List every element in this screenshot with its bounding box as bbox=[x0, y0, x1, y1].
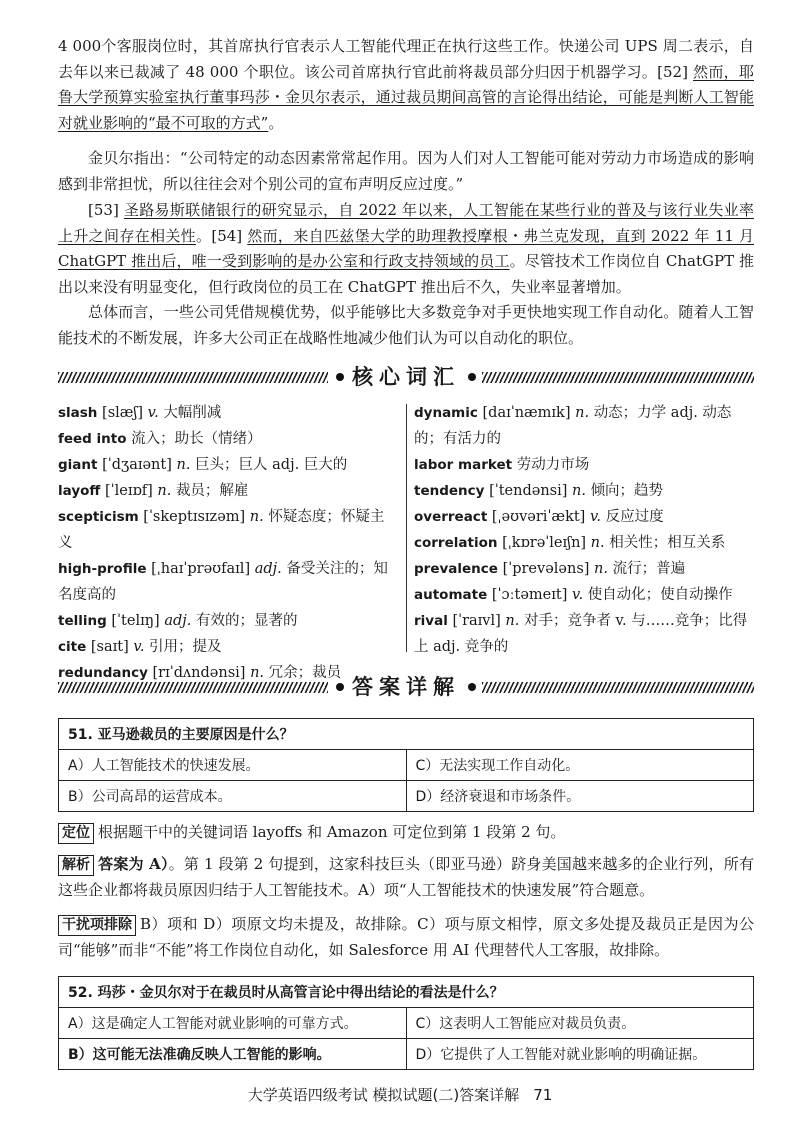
passage-paragraph-1 bbox=[58, 34, 754, 136]
divider-dot-right bbox=[468, 683, 476, 691]
p3-mid: 。 bbox=[196, 226, 212, 245]
p3-rest: 。尽管技术工作岗位自 ChatGPT 推出以来没有明显变化，但行政岗位的员工在 ChatGPT 推出后不久，失业率显著增加。 bbox=[58, 252, 754, 296]
vocab-pos: adj. bbox=[164, 613, 192, 629]
vocab-word: labor market bbox=[414, 457, 513, 473]
vocab-pos: n. bbox=[157, 483, 172, 499]
vocab-entry bbox=[414, 452, 754, 478]
analysis-answer: 答案为 A） bbox=[98, 855, 169, 873]
vocab-entry bbox=[58, 504, 398, 556]
vocab-list bbox=[58, 400, 754, 681]
vocab-pos: n. bbox=[249, 509, 264, 525]
vocab-entry bbox=[58, 556, 398, 608]
q51-option-c: C）无法实现工作自动化。 bbox=[406, 750, 754, 781]
passage-paragraph-3 bbox=[58, 198, 754, 300]
vocab-pos: v. bbox=[571, 587, 584, 603]
vocab-word: rival bbox=[414, 613, 448, 629]
vocab-meaning: 劳动力市场 bbox=[516, 457, 590, 473]
vocab-ipa: [daɪˈnæmɪk] bbox=[482, 405, 571, 421]
vocab-entry bbox=[58, 426, 398, 452]
vocab-entry bbox=[414, 582, 754, 608]
vocab-meaning: 流行；普遍 bbox=[612, 561, 686, 577]
answer-divider bbox=[58, 674, 754, 700]
vocab-word: tendency bbox=[414, 483, 485, 499]
answer-title: 答案详解 bbox=[352, 675, 460, 699]
divider-hatch-right bbox=[482, 682, 754, 693]
vocab-meaning: 倾向；趋势 bbox=[590, 483, 664, 499]
p3-underlined-1: 圣路易斯联储银行的研究显示，自 2022 年以来，人工智能在某些行业的普及与该行业失业率上升之间存在相关性 bbox=[58, 201, 754, 245]
p3-marker-1: [53] bbox=[88, 201, 119, 219]
vocab-ipa: [rɪˈdʌndənsi] bbox=[152, 665, 246, 681]
divider-dot-right bbox=[468, 373, 476, 381]
page-number: 71 bbox=[533, 1086, 553, 1104]
vocab-word: scepticism bbox=[58, 509, 139, 525]
vocab-pos: n. bbox=[590, 535, 605, 551]
vocab-entry bbox=[414, 608, 754, 660]
locate-tag: 定位 bbox=[58, 823, 94, 844]
q52-option-d: D）它提供了人工智能对就业影响的明确证据。 bbox=[406, 1039, 754, 1070]
footer-title: 大学英语四级考试 模拟试题(二)答案详解 bbox=[247, 1086, 520, 1104]
vocab-word: automate bbox=[414, 587, 488, 603]
vocab-entry bbox=[58, 608, 398, 634]
vocab-pos: n. bbox=[250, 665, 265, 681]
vocab-ipa: [ˈtelɪŋ] bbox=[111, 613, 160, 629]
vocab-meaning: 冗余；裁员 bbox=[268, 665, 342, 681]
vocab-ipa: [ˌəʊvəriˈækt] bbox=[491, 509, 586, 525]
q52-option-a: A）这是确定人工智能对就业影响的可靠方式。 bbox=[59, 1008, 407, 1039]
vocab-divider bbox=[58, 364, 754, 390]
divider-hatch-right bbox=[482, 372, 754, 383]
vocab-word: high-profile bbox=[58, 561, 147, 577]
vocab-ipa: [ˈskeptɪsɪzəm] bbox=[143, 509, 246, 525]
vocab-meaning: 大幅削减 bbox=[163, 405, 222, 421]
vocab-entry bbox=[58, 478, 398, 504]
vocab-word: correlation bbox=[414, 535, 498, 551]
passage-paragraph-4: 总体而言，一些公司凭借规模优势，似乎能够比大多数竞争对手更快地实现工作自动化。随着人工智能技术的不断发展，许多大公司正在战略性地减少他们认为可以自动化的职位。 bbox=[58, 303, 754, 347]
vocab-meaning: 备受关注的；知名度高的 bbox=[58, 561, 388, 603]
vocab-pos: v. bbox=[589, 509, 602, 525]
vocab-pos: n. bbox=[594, 561, 608, 577]
analysis-text: 。第 1 段第 2 句提到，这家科技巨头（即亚马逊）跻身美国越来越多的企业行列，所有这些企业都将裁员原因归结于人工智能技术。A）项“人工智能技术的快速发展”符合题意。 bbox=[58, 855, 754, 899]
vocab-pos: v. bbox=[147, 405, 159, 421]
vocab-ipa: [ˌkɒrəˈleɪʃn] bbox=[502, 535, 587, 551]
vocab-meaning: 相关性；相互关系 bbox=[609, 535, 726, 551]
vocab-ipa: [ˈraɪvl] bbox=[452, 613, 501, 629]
question-52-table bbox=[58, 976, 754, 1070]
vocab-meaning: 裁员；解雇 bbox=[175, 483, 249, 499]
vocab-word: giant bbox=[58, 457, 98, 473]
vocab-entry bbox=[414, 530, 754, 556]
q52-option-b: B）这可能无法准确反映人工智能的影响。 bbox=[59, 1039, 407, 1070]
q51-analysis bbox=[58, 852, 754, 903]
vocab-meaning: 使自动化；使自动操作 bbox=[587, 587, 733, 603]
vocab-title: 核心词汇 bbox=[352, 365, 460, 389]
q52-option-c: C）这表明人工智能应对裁员负责。 bbox=[406, 1008, 754, 1039]
vocab-ipa: [ˈɔːtəmeɪt] bbox=[491, 587, 568, 603]
p3-marker-2: [54] bbox=[211, 226, 243, 245]
vocab-ipa: [saɪt] bbox=[90, 639, 129, 655]
passage-paragraph-2: 金贝尔指出：“公司特定的动态因素常常起作用。因为人们对人工智能可能对劳动力市场造成的影响感到非常担忧，所以往往会对个别公司的宣布声明反应过度。” bbox=[58, 149, 754, 193]
vocab-pos: n. bbox=[505, 613, 520, 629]
vocab-word: layoff bbox=[58, 483, 101, 499]
vocab-pos: v. bbox=[133, 639, 145, 655]
question-51-table bbox=[58, 718, 754, 812]
vocab-word: feed into bbox=[58, 431, 127, 447]
vocab-word: prevalence bbox=[414, 561, 498, 577]
vocab-pos: n. bbox=[575, 405, 590, 421]
vocab-entry bbox=[58, 634, 398, 660]
vocab-ipa: [ˈleɪɒf] bbox=[104, 483, 153, 499]
q51-option-d: D）经济衰退和市场条件。 bbox=[406, 781, 754, 812]
p1-underlined: 然而，耶鲁大学预算实验室执行董事玛莎・金贝尔表示，通过裁员期间高管的言论得出结论，可能是判断人工智能对就业影响的“最不可取的方式” bbox=[58, 62, 754, 132]
page-footer bbox=[0, 1084, 800, 1105]
vocab-column-divider bbox=[406, 404, 407, 652]
vocab-pos: n. bbox=[176, 457, 191, 473]
vocab-entry bbox=[414, 556, 754, 582]
vocab-word: redundancy bbox=[58, 665, 148, 681]
vocab-ipa: [ˈdʒaɪənt] bbox=[102, 457, 172, 473]
vocab-word: dynamic bbox=[414, 405, 478, 421]
vocab-column-right bbox=[414, 400, 754, 660]
locate-text: 根据题干中的关键词语 layoffs 和 Amazon 可定位到第 1 段第 2 句。 bbox=[98, 823, 566, 841]
vocab-meaning: 巨头；巨人 adj. 巨大的 bbox=[195, 457, 348, 473]
p3-underlined-2: 然而，来自匹兹堡大学的助理教授摩根・弗兰克发现，直到 2022 年 11 月 ChatGPT 推出后，唯一受到影响的是办公室和行政支持领域的员工 bbox=[58, 226, 754, 270]
vocab-word: slash bbox=[58, 405, 98, 421]
vocab-entry bbox=[414, 478, 754, 504]
distract-tag: 干扰项排除 bbox=[58, 915, 136, 936]
vocab-ipa: [ˈprevələns] bbox=[502, 561, 590, 577]
vocab-pos: n. bbox=[572, 483, 586, 499]
vocab-meaning: 对手；竞争者 v. 与……竞争；比得上 adj. 竞争的 bbox=[414, 613, 748, 655]
vocab-meaning: 动态；力学 adj. 动态的；有活力的 bbox=[414, 405, 732, 447]
vocab-word: telling bbox=[58, 613, 107, 629]
vocab-ipa: [ˈtendənsi] bbox=[489, 483, 568, 499]
vocab-ipa: [slæʃ] bbox=[102, 405, 143, 421]
q51-distractors bbox=[58, 912, 754, 963]
vocab-pos: adj. bbox=[254, 561, 282, 577]
vocab-word: overreact bbox=[414, 509, 488, 525]
question-52-stem: 52. 玛莎・金贝尔对于在裁员时从高管言论中得出结论的看法是什么？ bbox=[59, 977, 754, 1008]
distract-text: B）项和 D）项原文均未提及，故排除。C）项与原文相悖，原文多处提及裁员正是因为公司“能够”而非“不能”将工作岗位自动化，如 Salesforce 用 AI 代理替代人工客服，故排除。 bbox=[58, 915, 754, 959]
p1-text: 4 000个客服岗位时，其首席执行官表示人工智能代理正在执行这些工作。快递公司 UPS 周二表示，自去年以来已裁减了 48 000 个职位。该公司首席执行官此前将裁员部分归因于机器学习。 bbox=[58, 37, 754, 81]
analysis-tag: 解析 bbox=[58, 855, 94, 876]
vocab-entry bbox=[414, 400, 754, 452]
vocab-meaning: 引用；提及 bbox=[149, 639, 222, 655]
vocab-entry bbox=[58, 400, 398, 426]
vocab-entry bbox=[58, 452, 398, 478]
p1-marker: [52] bbox=[657, 62, 688, 81]
question-51-stem: 51. 亚马逊裁员的主要原因是什么？ bbox=[59, 719, 754, 750]
vocab-meaning: 流入；助长（情绪） bbox=[131, 431, 262, 447]
vocab-meaning: 反应过度 bbox=[605, 509, 664, 525]
vocab-entry bbox=[414, 504, 754, 530]
q51-option-a: A）人工智能技术的快速发展。 bbox=[59, 750, 407, 781]
vocab-word: cite bbox=[58, 639, 87, 655]
q51-option-b: B）公司高昂的运营成本。 bbox=[59, 781, 407, 812]
vocab-ipa: [ˌhaɪˈprəʊfaɪl] bbox=[151, 561, 251, 577]
p1-end: 。 bbox=[268, 113, 284, 132]
vocab-meaning: 怀疑态度；怀疑主义 bbox=[58, 509, 385, 551]
vocab-meaning: 有效的；显著的 bbox=[195, 613, 298, 629]
vocab-column-left bbox=[58, 400, 398, 686]
q51-locate bbox=[58, 820, 754, 846]
